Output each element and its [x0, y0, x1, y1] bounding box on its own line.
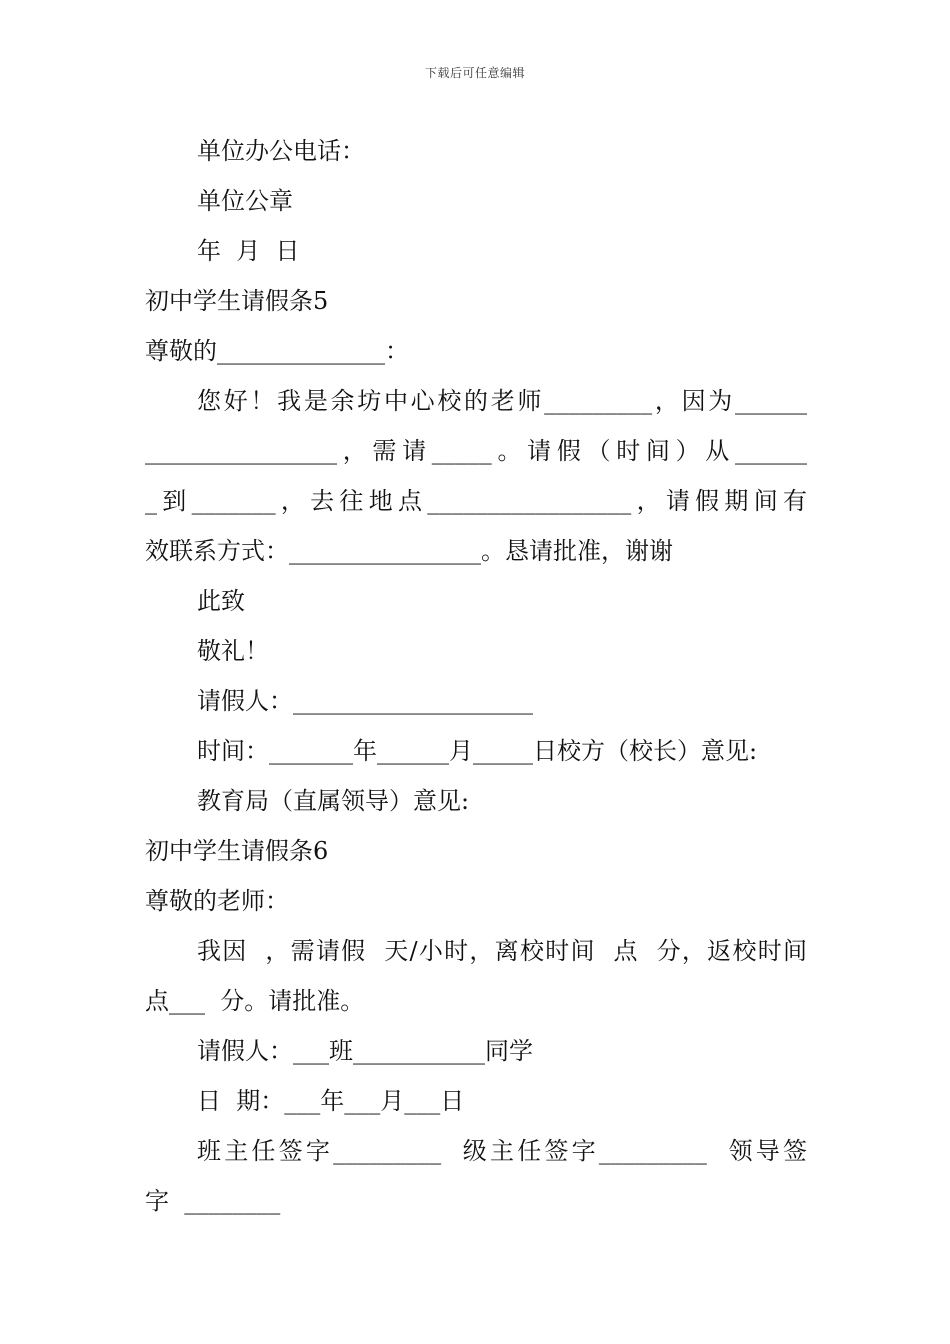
- document-body: [145, 126, 807, 1226]
- note6-greeting: 尊敬的老师：: [145, 887, 289, 915]
- note6-body-line-2: 点___ 分。请批准。: [145, 987, 365, 1015]
- note6-signature-line-1: 班主任签字_________ 级主任签字_________ 领导签: [197, 1137, 807, 1165]
- note5-time-line: 时间：_______年______月_____日校方（校长）意见:: [197, 737, 758, 765]
- note6-title: 初中学生请假条6: [145, 837, 329, 865]
- unit-phone-line: 单位办公电话：: [197, 137, 365, 165]
- note5-body-line-4: 效联系方式：________________。恳请批准，谢谢: [145, 537, 673, 565]
- page-header: 下载后可任意编辑: [424, 66, 525, 80]
- note5-greeting: 尊敬的______________：: [145, 337, 409, 365]
- note5-body-line-1: 您好！我是余坊中心校的老师_________，因为______: [197, 387, 807, 415]
- note5-applicant: 请假人：____________________: [197, 687, 533, 715]
- note6-body-line-1: 我因 ，需请假 天/小时，离校时间 点 分，返校时间: [197, 937, 807, 965]
- note6-applicant: 请假人：___班___________同学: [197, 1037, 533, 1065]
- note6-date-line: 日 期：___年___月___日: [197, 1087, 465, 1115]
- note5-body-line-3: _到_______，去往地点_________________，请假期间有: [145, 487, 807, 515]
- note5-title: 初中学生请假条5: [145, 287, 329, 315]
- note5-body-line-2: ________________，需请_____。请假（时间）从______: [145, 437, 807, 465]
- unit-seal-line: 单位公章: [197, 187, 293, 215]
- date-line: 年 月 日: [197, 237, 300, 265]
- note5-closing-2: 敬礼！: [197, 637, 269, 665]
- note6-signature-line-2: 字 ________: [145, 1187, 281, 1215]
- note5-bureau-line: 教育局（直属领导）意见:: [197, 787, 470, 815]
- note5-closing-1: 此致: [197, 587, 245, 615]
